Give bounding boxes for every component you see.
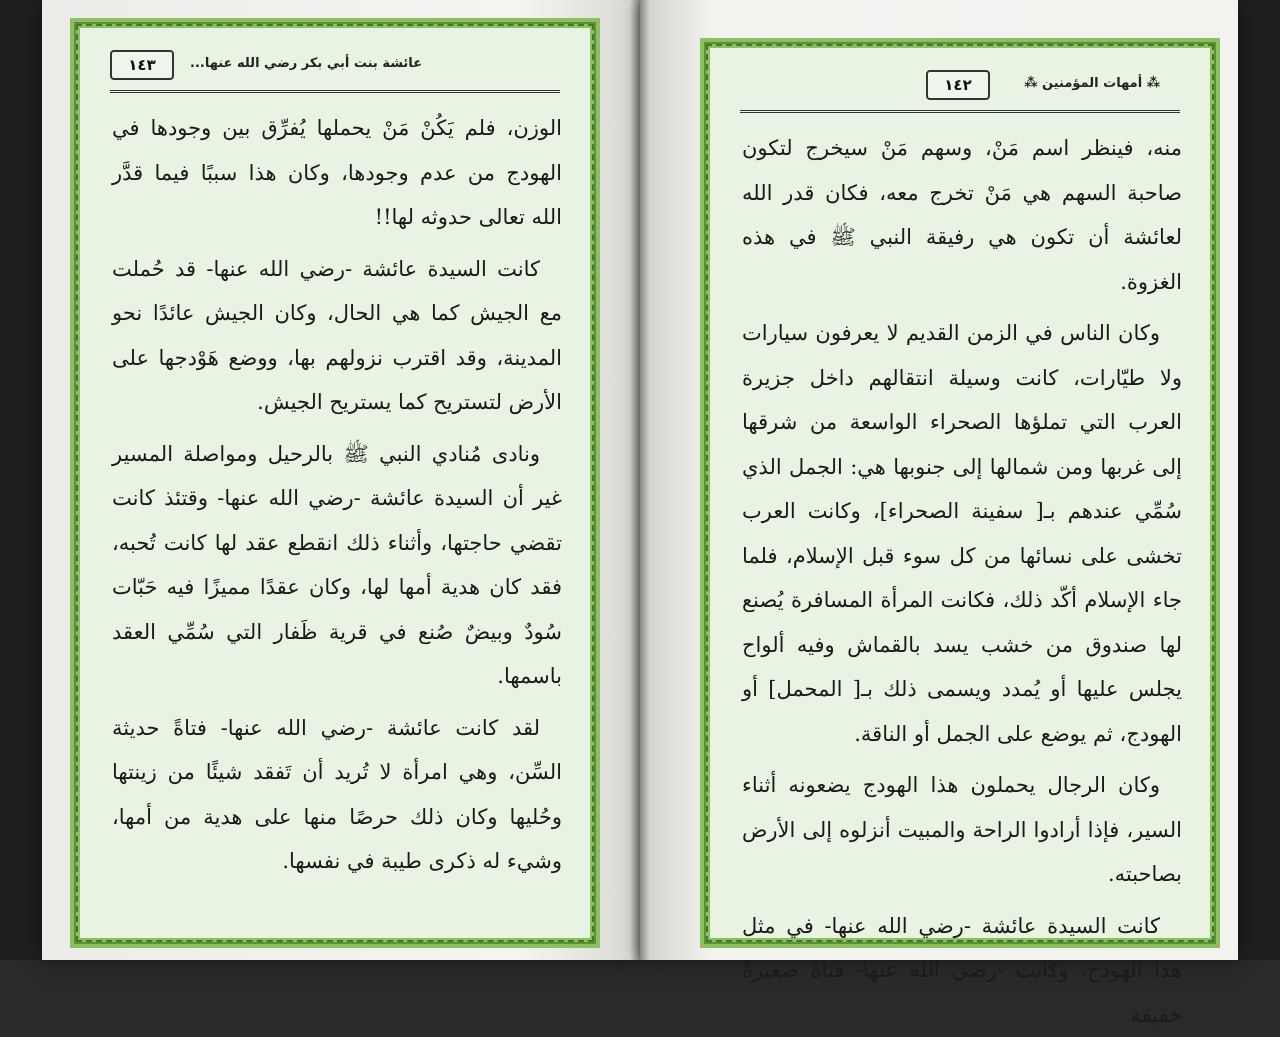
- left-page-frame: [70, 18, 600, 948]
- right-page-number: ١٤٢: [926, 70, 990, 100]
- left-paragraph-2: كانت السيدة عائشة -رضي الله عنها- قد حُملت مع الجيش كما هي الحال، وكان الجيش عائدًا نحو المدينة، وقد اقترب نزولهم بها، ووضع هَوْدجها على الأرض لتستريح كما يستريح الجيش.: [112, 247, 562, 425]
- left-page-header: [110, 50, 560, 93]
- right-page-frame: [700, 38, 1220, 948]
- book-spine: [630, 0, 650, 960]
- left-paragraph-1: الوزن، فلم يَكُنْ مَنْ يحملها يُفرِّق بين وجودها في الهودج من عدم وجودها، وكان هذا سببًا فيما قدَّر الله تعالى حدوثه لها!!: [112, 106, 562, 240]
- left-page-running-title: عائشة بنت أبي بكر رضي الله عنها...: [190, 56, 422, 71]
- left-paragraph-4: لقد كانت عائشة -رضي الله عنها- فتاةً حديثة السِّن، وهي امرأة لا تُريد أن تَفقد شيئًا من زينتها وحُليها وكان ذلك حرصًا منها على هدية من أمها، وشيء له ذكرى طيبة في نفسها.: [112, 706, 562, 884]
- left-page-number: ١٤٣: [110, 50, 174, 80]
- left-paragraph-3: ونادى مُنادي النبي ﷺ بالرحيل ومواصلة المسير غير أن السيدة عائشة -رضي الله عنها- وقتئذ كانت تقضي حاجتها، وأثناء ذلك انقطع عقد لها كانت تُحبه، فقد كان هدية أمها لها، وكان عقدًا مميزًا فيه حَبّات سُودٌ وبيضٌ صُنع في قرية ظَفار التي سُمِّي العقد باسمها.: [112, 432, 562, 699]
- right-paragraph-4: كانت السيدة عائشة -رضي الله عنها- في مثل هذا الهودج، وكانت -رضي الله عنها- فتاةً صغيرةً خفيفة: [742, 904, 1182, 1037]
- right-paragraph-2: وكان الناس في الزمن القديم لا يعرفون سيارات ولا طيّارات، كانت وسيلة انتقالهم داخل جزيرة العرب التي تملؤها الصحراء الواسعة من شرقها إلى غربها ومن شمالها إلى جنوبها هي: الجمل الذي سُمِّي عندهم بـ[ سفينة الصحراء]، وكانت العرب تخشى على نسائها من كل سوء قبل الإسلام، فلما جاء الإسلام أكّد ذلك، فكانت المرأة المسافرة يُصنع لها صندوق من خشب يسد بالقماش وفيه ألواح يجلس عليها أو يُمدد ويسمى ذلك بـ[ المحمل] أو الهودج، ثم يوضع على الجمل أو الناقة.: [742, 311, 1182, 756]
- right-paragraph-3: وكان الرجال يحملون هذا الهودج يضعونه أثناء السير، فإذا أرادوا الراحة والمبيت أنزلوه إلى الأرض بصاحبته.: [742, 763, 1182, 897]
- right-page-body: [742, 126, 1182, 898]
- right-page-header: [740, 70, 1180, 113]
- right-page-running-title: ⁂ أمهات المؤمنين ⁂: [1024, 76, 1160, 91]
- left-page-body: [112, 106, 562, 898]
- right-paragraph-1: منه، فينظر اسم مَنْ، وسهم مَنْ سيخرج لتكون صاحبة السهم هي مَنْ تخرج معه، فكان قدر الله لعائشة أن تكون هي رفيقة النبي ﷺ في هذه الغزوة.: [742, 126, 1182, 304]
